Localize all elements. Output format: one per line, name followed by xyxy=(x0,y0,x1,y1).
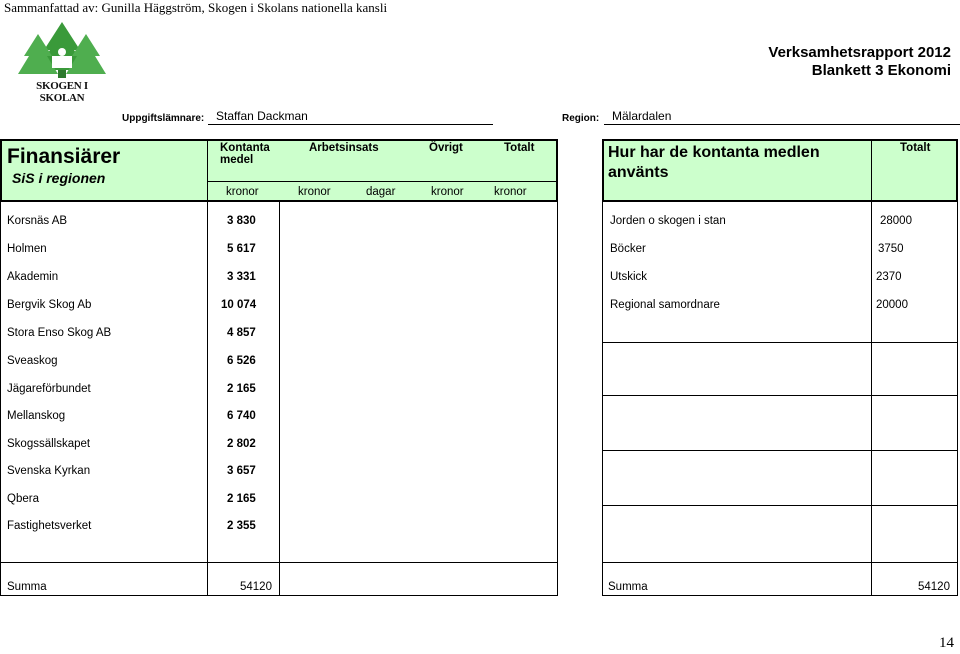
col-totalt-header: Totalt xyxy=(504,142,535,154)
usage-name: Utskick xyxy=(610,271,648,283)
funder-amount: 2 355 xyxy=(227,520,256,532)
funder-amount: 5 617 xyxy=(227,243,256,255)
usage-name: Regional samordnare xyxy=(610,299,720,311)
usage-amount: 3750 xyxy=(878,243,904,255)
usage-title: Hur har de kontanta medlen använts xyxy=(608,144,820,181)
funder-amount: 3 830 xyxy=(227,215,256,227)
funder-name: Holmen xyxy=(7,243,47,255)
page-number: 14 xyxy=(939,635,954,651)
funder-amount: 10 074 xyxy=(221,299,257,311)
report-title xyxy=(768,44,951,80)
funder-name: Akademin xyxy=(7,271,59,283)
compiled-by-text: Sammanfattad av: Gunilla Häggström, Skogen i Skolans nationella kansli xyxy=(4,0,388,15)
usage-name: Jorden o skogen i stan xyxy=(610,215,726,227)
usage-total-header: Totalt xyxy=(900,142,931,154)
funders-summa-label: Summa xyxy=(7,581,47,593)
usage-amount: 20000 xyxy=(876,299,908,311)
funder-amount: 2 802 xyxy=(227,438,256,450)
funder-amount: 3 657 xyxy=(227,465,256,477)
funder-name: Fastighetsverket xyxy=(7,520,92,532)
col-ovrigt-header: Övrigt xyxy=(429,142,463,154)
col-arbetsinsats-header: Arbetsinsats xyxy=(309,142,379,154)
funder-name: Stora Enso Skog AB xyxy=(7,327,112,339)
usage-name: Böcker xyxy=(610,243,646,255)
funders-subtitle: SiS i regionen xyxy=(12,170,106,186)
region-label: Region: xyxy=(562,113,600,124)
unit-totalt: kronor xyxy=(494,186,527,198)
funder-amount: 4 857 xyxy=(227,327,256,339)
report-title-line2: Blankett 3 Ekonomi xyxy=(811,62,951,79)
funders-title: Finansiärer xyxy=(7,145,121,168)
region-field[interactable]: Mälardalen xyxy=(604,109,960,125)
funders-summa-value: 54120 xyxy=(240,581,272,593)
funder-amount: 2 165 xyxy=(227,493,256,505)
unit-kontanta: kronor xyxy=(226,186,259,198)
submitter-field[interactable]: Staffan Dackman xyxy=(208,109,493,125)
funder-amount: 6 740 xyxy=(227,410,256,422)
funder-name: Korsnäs AB xyxy=(7,215,68,227)
funder-amount: 2 165 xyxy=(227,383,256,395)
unit-arbetsinsats-dagar: dagar xyxy=(366,186,396,198)
funder-name: Mellanskog xyxy=(7,410,66,422)
submitter-label: Uppgiftslämnare: xyxy=(122,113,205,124)
unit-arbetsinsats-kr: kronor xyxy=(298,186,331,198)
usage-summa-label: Summa xyxy=(608,581,648,593)
funder-name: Bergvik Skog Ab xyxy=(7,299,92,311)
funder-name: Sveaskog xyxy=(7,355,58,367)
funder-name: Svenska Kyrkan xyxy=(7,465,91,477)
funder-name: Qbera xyxy=(7,493,39,505)
report-title-line1: Verksamhetsrapport 2012 xyxy=(768,44,951,61)
funder-name: Jägareförbundet xyxy=(7,383,91,395)
tree-logo-icon xyxy=(14,20,110,82)
skogen-i-skolan-logo xyxy=(14,20,110,104)
unit-ovrigt: kronor xyxy=(431,186,464,198)
usage-amount: 28000 xyxy=(880,215,912,227)
funder-amount: 3 331 xyxy=(227,271,256,283)
usage-amount: 2370 xyxy=(876,271,902,283)
col-kontanta-header: Kontanta medel xyxy=(220,142,270,166)
funder-name: Skogssällskapet xyxy=(7,438,91,450)
funder-amount: 6 526 xyxy=(227,355,256,367)
usage-summa-value: 54120 xyxy=(918,581,950,593)
logo-text: SKOGEN I SKOLAN xyxy=(36,80,88,104)
